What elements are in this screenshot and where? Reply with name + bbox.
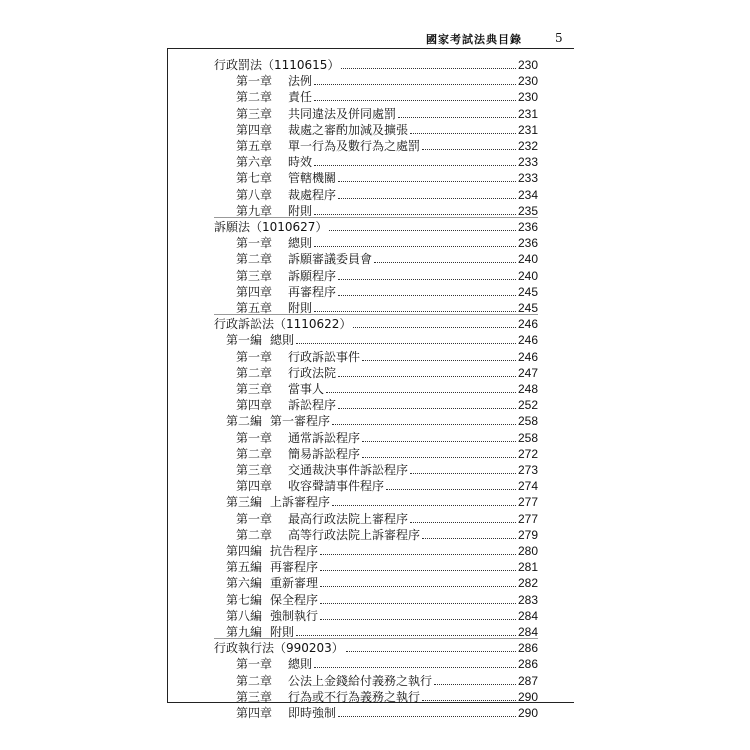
toc-entry-prefix: 第一章: [236, 657, 273, 672]
toc-chapter-entry: [236, 72, 538, 88]
toc-entry-page: 246: [517, 333, 538, 348]
toc-entry-page: 284: [517, 608, 538, 623]
toc-entry-prefix: 第四章: [236, 706, 273, 720]
running-header: [168, 28, 574, 48]
toc-entry-title: 共同違法及併同處罰: [288, 106, 397, 121]
toc-entry-page: 230: [517, 74, 538, 89]
toc-entry-page: 240: [517, 252, 538, 267]
dot-leader: [362, 360, 516, 361]
toc-entry-page: 279: [517, 527, 538, 542]
toc-entry-title: 重新審理: [270, 576, 319, 591]
toc-entry-prefix: 第一章: [236, 236, 273, 251]
toc-entry-prefix: 第四編: [226, 544, 263, 558]
dot-leader: [338, 279, 516, 280]
dot-leader: [320, 570, 516, 571]
toc-entry-page: 277: [517, 511, 538, 526]
toc-entry-prefix: 第五章: [236, 301, 273, 315]
toc-entry-prefix: 第四章: [236, 479, 273, 494]
toc-entry-title: 公法上金錢給付義務之執行: [288, 673, 433, 688]
dot-leader: [362, 441, 516, 442]
dot-leader: [346, 651, 516, 652]
dot-leader: [314, 165, 516, 166]
dot-leader: [314, 84, 516, 85]
toc-entry-page: 287: [517, 673, 538, 688]
dot-leader: [314, 246, 516, 247]
toc-chapter-entry: [236, 299, 538, 315]
toc-chapter-entry: [236, 186, 538, 202]
toc-entry-page: 272: [517, 446, 538, 461]
toc-chapter-entry: [236, 396, 538, 412]
toc-entry-title: 第一審程序: [270, 414, 331, 429]
dot-leader: [434, 684, 516, 685]
dot-leader: [338, 716, 516, 717]
toc-entry-title: 行為或不行為義務之執行: [288, 689, 421, 704]
toc-chapter-entry: [236, 672, 538, 688]
toc-entry-title: 即時強制: [288, 706, 337, 720]
dot-leader: [341, 68, 516, 69]
toc-entry-page: 233: [517, 155, 538, 170]
toc-entry-title: 裁處程序: [288, 187, 337, 202]
dot-leader: [320, 586, 516, 587]
toc-entry-page: 290: [517, 689, 538, 704]
toc-entry-prefix: 第三章: [236, 268, 273, 283]
toc-entry-prefix: 第四章: [236, 122, 273, 137]
toc-entry-title: 上訴審程序: [270, 495, 331, 510]
toc-entry-prefix: 第三編: [226, 495, 263, 510]
dot-leader: [338, 376, 516, 377]
toc-law-entry: [214, 218, 538, 234]
toc-entry-title: 總則: [288, 236, 313, 251]
section-divider: [214, 217, 538, 218]
toc-entry-page: 230: [517, 58, 538, 72]
dot-leader: [410, 473, 516, 474]
toc-entry-prefix: 第二章: [236, 365, 273, 380]
toc-entry-title: 通常訴訟程序: [288, 430, 361, 445]
toc-chapter-entry: [236, 364, 538, 380]
toc-entry-page: 236: [517, 236, 538, 251]
toc-entry-page: 245: [517, 284, 538, 299]
dot-leader: [326, 392, 516, 393]
toc-chapter-entry: [236, 202, 538, 218]
toc-entry-page: 258: [517, 430, 538, 445]
toc-entry-page: 252: [517, 398, 538, 413]
toc-entry-title: 責任: [288, 90, 313, 105]
toc-entry-page: 245: [517, 301, 538, 315]
toc-entry-title: 簡易訴訟程序: [288, 446, 361, 461]
toc-entry-prefix: 第七章: [236, 171, 273, 186]
toc-chapter-entry: [236, 510, 538, 526]
toc-entry-prefix: 第二編: [226, 414, 263, 429]
toc-entry-prefix: 第一章: [236, 511, 273, 526]
dot-leader: [314, 214, 516, 215]
toc-entry-prefix: 第六編: [226, 576, 263, 591]
toc-chapter-entry: [236, 267, 538, 283]
toc-entry-title: 附則: [288, 203, 313, 218]
toc-entry-prefix: 第七編: [226, 592, 263, 607]
toc-entry-page: 235: [517, 203, 538, 218]
toc-entry-title: 訴願審議委員會: [288, 252, 373, 267]
toc-entry-prefix: 第四章: [236, 398, 273, 413]
toc-entry-prefix: 第一章: [236, 349, 273, 364]
toc-entry-title: 總則: [288, 657, 313, 672]
toc-law-entry: [214, 639, 538, 655]
toc-entry-page: 274: [517, 479, 538, 494]
toc-entry-title: 附則: [270, 625, 295, 639]
toc-entry-prefix: 第六章: [236, 155, 273, 170]
toc-entry-title: 時效: [288, 155, 313, 170]
toc-entry-page: 283: [517, 592, 538, 607]
dot-leader: [296, 343, 516, 344]
toc-entry-page: 231: [517, 122, 538, 137]
toc-part-entry: [226, 591, 538, 607]
toc-entry-prefix: 第九章: [236, 203, 273, 218]
toc-entry-title: 最高行政法院上審程序: [288, 511, 409, 526]
toc-entry-page: 230: [517, 90, 538, 105]
toc-entry-prefix: 第八編: [226, 608, 263, 623]
toc-entry-page: 282: [517, 576, 538, 591]
header-rule: [168, 48, 574, 49]
toc-entry-prefix: 第二章: [236, 446, 273, 461]
dot-leader: [320, 554, 516, 555]
dot-leader: [338, 198, 516, 199]
dot-leader: [422, 149, 516, 150]
dot-leader: [296, 635, 516, 636]
dot-leader: [362, 457, 516, 458]
toc-entry-page: 234: [517, 187, 538, 202]
toc-entry-title: 行政訴訟事件: [288, 349, 361, 364]
toc-chapter-entry: [236, 283, 538, 299]
dot-leader: [374, 262, 516, 263]
toc-entry-prefix: 第五章: [236, 139, 273, 153]
toc-entry-page: 240: [517, 268, 538, 283]
toc-entry-title: 收容聲請事件程序: [288, 479, 385, 494]
toc-entry-title: 總則: [270, 333, 295, 348]
toc-entry-page: 248: [517, 382, 538, 396]
toc-entry-prefix: 第二章: [236, 90, 273, 105]
dot-leader: [320, 603, 516, 604]
toc-part-entry: [226, 558, 538, 574]
header-title: 國家考試法典目錄: [426, 33, 522, 46]
toc-entry-prefix: 第二章: [236, 527, 273, 542]
toc-chapter-entry: [236, 88, 538, 104]
toc-entry-title: 管轄機關: [288, 171, 337, 186]
toc-entry-prefix: 第一章: [236, 74, 273, 89]
toc-entry-prefix: 第二章: [236, 252, 273, 267]
toc-chapter-entry: [236, 348, 538, 364]
toc-entry-prefix: 第一章: [236, 430, 273, 445]
toc-part-entry: [226, 493, 538, 509]
toc-entry-page: 280: [517, 544, 538, 558]
toc-entry-page: 284: [517, 625, 538, 639]
toc-part-entry: [226, 574, 538, 590]
toc-entry-page: 233: [517, 171, 538, 186]
toc-entry-prefix: 第五編: [226, 560, 263, 575]
dot-leader: [314, 311, 516, 312]
dot-leader: [338, 408, 516, 409]
toc-chapter-entry: [236, 445, 538, 461]
toc-entry-title: 高等行政法院上訴審程序: [288, 527, 421, 542]
toc-entry-page: 290: [517, 706, 538, 720]
toc-entry-title: 當事人: [288, 382, 325, 396]
toc-entry-prefix: 第三章: [236, 463, 273, 477]
toc-chapter-entry: [236, 153, 538, 169]
toc-entry-page: 286: [517, 641, 538, 656]
toc-part-entry: [226, 623, 538, 639]
toc-entry-page: 246: [517, 349, 538, 364]
toc-entry-page: 247: [517, 365, 538, 380]
toc-entry-title: 行政訴訟法（1110622）: [214, 317, 352, 332]
toc-entry-title: 行政法院: [288, 365, 337, 380]
toc-entry-title: 再審程序: [288, 284, 337, 299]
dot-leader: [410, 522, 516, 523]
toc-entry-page: 273: [517, 463, 538, 477]
dot-leader: [422, 538, 516, 539]
margin-rule: [167, 48, 168, 702]
page-number: 5: [555, 31, 563, 45]
toc-entry-page: 277: [517, 495, 538, 510]
toc-entry-page: 281: [517, 560, 538, 575]
toc-entry-title: 法例: [288, 74, 313, 89]
toc-entry-page: 232: [517, 139, 538, 153]
toc-part-entry: [226, 331, 538, 347]
toc-chapter-entry: [236, 105, 538, 121]
toc-entry-title: 保全程序: [270, 592, 319, 607]
dot-leader: [314, 100, 516, 101]
toc-chapter-entry: [236, 477, 538, 493]
toc-entry-title: 強制執行: [270, 608, 319, 623]
toc-entry-prefix: 第三章: [236, 382, 273, 396]
toc-chapter-entry: [236, 461, 538, 477]
section-divider: [214, 638, 538, 639]
toc-entry-title: 抗告程序: [270, 544, 319, 558]
dot-leader: [386, 489, 516, 490]
toc-entry-title: 單一行為及數行為之處罰: [288, 139, 421, 153]
dot-leader: [353, 327, 516, 328]
toc-entry-title: 訴願程序: [288, 268, 337, 283]
toc-entry-prefix: 第二章: [236, 673, 273, 688]
toc-chapter-entry: [236, 655, 538, 671]
toc-chapter-entry: [236, 169, 538, 185]
toc-chapter-entry: [236, 250, 538, 266]
toc-entry-title: 訴訟程序: [288, 398, 337, 413]
toc-entry-title: 訴願法（1010627）: [214, 220, 328, 234]
dot-leader: [314, 667, 516, 668]
toc-chapter-entry: [236, 688, 538, 704]
toc-entry-title: 附則: [288, 301, 313, 315]
dot-leader: [422, 700, 516, 701]
dot-leader: [338, 181, 516, 182]
toc-part-entry: [226, 412, 538, 428]
dot-leader: [398, 117, 516, 118]
dot-leader: [320, 619, 516, 620]
section-divider: [214, 314, 538, 315]
toc-entry-prefix: 第三章: [236, 106, 273, 121]
toc-chapter-entry: [236, 429, 538, 445]
toc-entry-page: 236: [517, 220, 538, 234]
dot-leader: [410, 133, 516, 134]
toc-entry-page: 286: [517, 657, 538, 672]
toc-chapter-entry: [236, 526, 538, 542]
toc-entry-title: 行政執行法（990203）: [214, 641, 344, 656]
toc-chapter-entry: [236, 380, 538, 396]
toc-entry-prefix: 第三章: [236, 689, 273, 704]
toc-entry-prefix: 第一編: [226, 333, 263, 348]
toc-entry-title: 裁處之審酌加減及擴張: [288, 122, 409, 137]
dot-leader: [338, 295, 516, 296]
toc-entry-title: 行政罰法（1110615）: [214, 58, 340, 72]
toc-entry-title: 再審程序: [270, 560, 319, 575]
toc-entry-page: 258: [517, 414, 538, 429]
toc-entry-prefix: 第九編: [226, 625, 263, 639]
toc-law-entry: [214, 315, 538, 331]
toc-entry-prefix: 第四章: [236, 284, 273, 299]
toc-chapter-entry: [236, 704, 538, 720]
toc-chapter-entry: [236, 234, 538, 250]
toc-law-entry: [214, 56, 538, 72]
toc-entry-page: 231: [517, 106, 538, 121]
toc-entry-page: 246: [517, 317, 538, 332]
toc-chapter-entry: [236, 121, 538, 137]
dot-leader: [329, 230, 516, 231]
toc-entry-title: 交通裁決事件訴訟程序: [288, 463, 409, 477]
toc-chapter-entry: [236, 137, 538, 153]
dot-leader: [332, 424, 516, 425]
toc-entry-prefix: 第八章: [236, 187, 273, 202]
dot-leader: [332, 505, 516, 506]
toc-part-entry: [226, 607, 538, 623]
toc-part-entry: [226, 542, 538, 558]
